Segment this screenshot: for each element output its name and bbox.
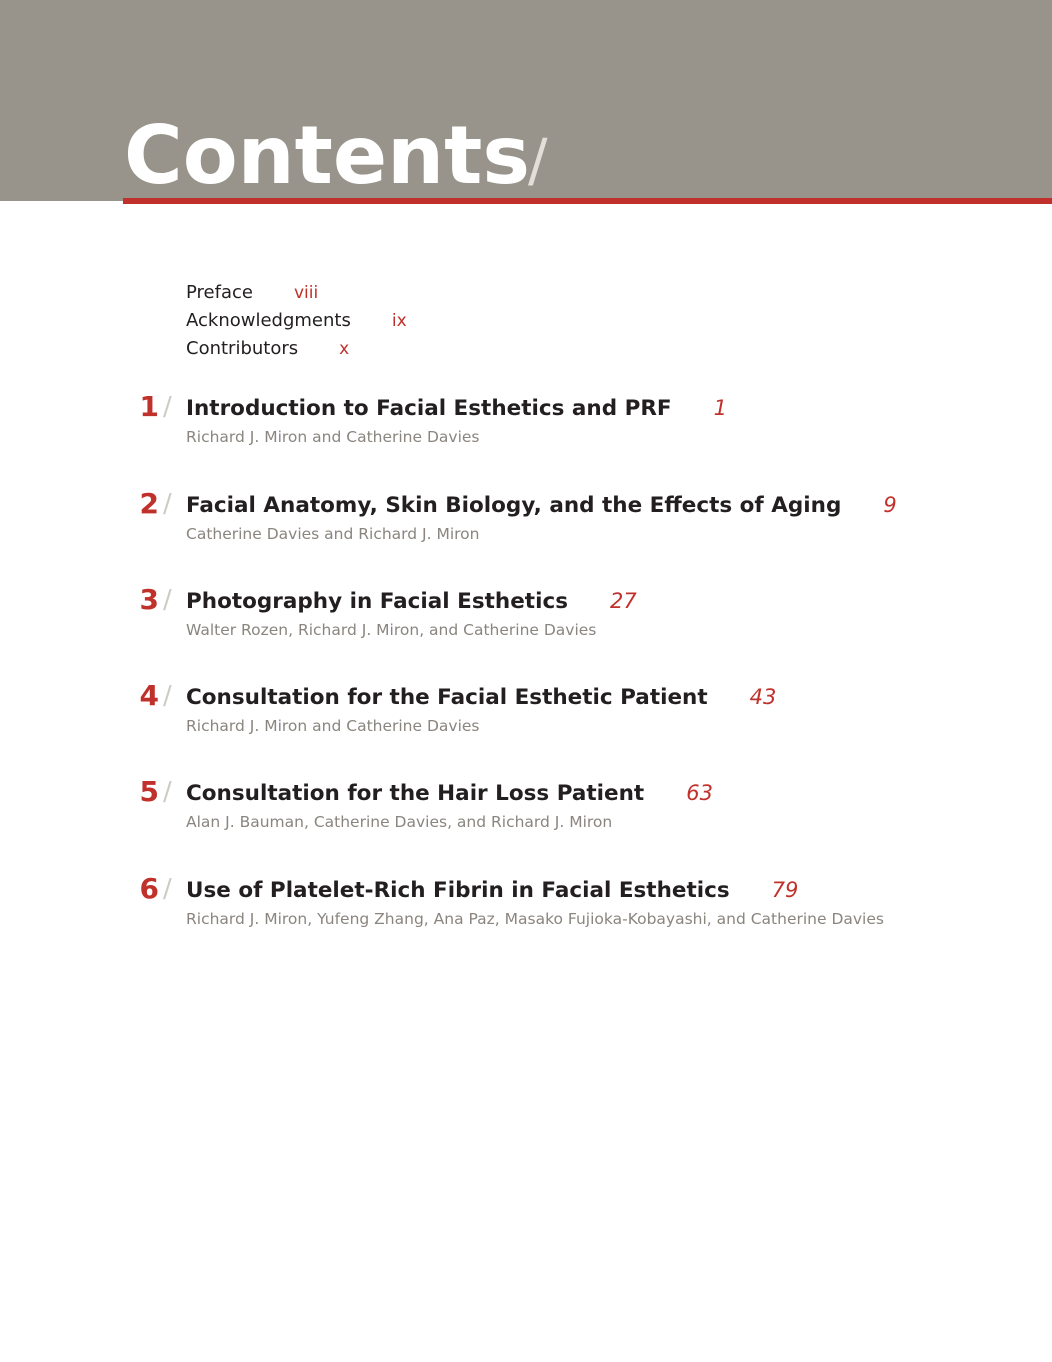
chapter-title: Photography in Facial Esthetics [186,589,568,614]
chapter-title: Use of Platelet-Rich Fibrin in Facial Esthetics [186,878,730,903]
chapter-title-row [186,683,776,712]
chapter-authors: Catherine Davies and Richard J. Miron [186,525,480,543]
chapter-authors: Alan J. Bauman, Catherine Davies, and Richard J. Miron [186,813,613,831]
chapter-slash: / [163,489,172,519]
chapter-title-row [186,876,798,905]
chapter-page: 9 [883,493,897,517]
chapter-authors: Richard J. Miron and Catherine Davies [186,717,480,735]
front-matter-page: x [339,339,350,359]
chapter-title-row [186,394,727,423]
chapter-slash: / [163,681,172,711]
front-matter-item-acknowledgments[interactable] [186,310,407,338]
chapter-authors: Richard J. Miron, Yufeng Zhang, Ana Paz, Masako Fujioka-Kobayashi, and Catherine Davies [186,910,884,928]
chapter-number: 5 [139,775,159,808]
chapter-page: 27 [610,589,637,613]
front-matter-page: viii [293,283,319,303]
front-matter-item-preface[interactable] [186,282,407,310]
chapter-title-row [186,587,637,616]
chapter-authors: Richard J. Miron and Catherine Davies [186,428,480,446]
chapter-title-row [186,779,713,808]
chapter-number: 3 [139,583,159,616]
front-matter-page: ix [391,311,407,331]
chapter-number: 1 [139,390,159,423]
page-title: Contents [124,109,530,202]
title-slash: / [528,126,548,194]
chapter-number: 2 [139,487,159,520]
chapter-title-row [186,491,897,520]
chapter-page: 63 [686,781,713,805]
front-matter-label: Acknowledgments [186,310,351,331]
chapter-entry-3[interactable] [135,583,1035,659]
front-matter-list [186,282,407,366]
chapter-slash: / [163,874,172,904]
chapter-slash: / [163,392,172,422]
chapter-title: Facial Anatomy, Skin Biology, and the Effects of Aging [186,493,842,518]
front-matter-item-contributors[interactable] [186,338,407,366]
chapter-entry-2[interactable] [135,487,1035,563]
chapter-title: Consultation for the Hair Loss Patient [186,781,645,806]
chapter-slash: / [163,777,172,807]
chapter-entry-4[interactable] [135,679,1035,755]
chapter-slash: / [163,585,172,615]
chapter-entry-5[interactable] [135,775,1035,851]
front-matter-label: Preface [186,282,253,303]
chapter-title: Introduction to Facial Esthetics and PRF [186,396,672,421]
chapter-authors: Walter Rozen, Richard J. Miron, and Catherine Davies [186,621,597,639]
chapter-page: 1 [713,396,727,420]
chapter-number: 6 [139,872,159,905]
chapter-entry-1[interactable] [135,390,1035,466]
chapter-page: 43 [749,685,777,709]
chapter-page: 79 [771,878,799,902]
chapter-title: Consultation for the Facial Esthetic Patient [186,685,708,710]
chapter-number: 4 [139,679,159,712]
front-matter-label: Contributors [186,338,299,359]
chapter-entry-6[interactable] [135,872,1035,948]
